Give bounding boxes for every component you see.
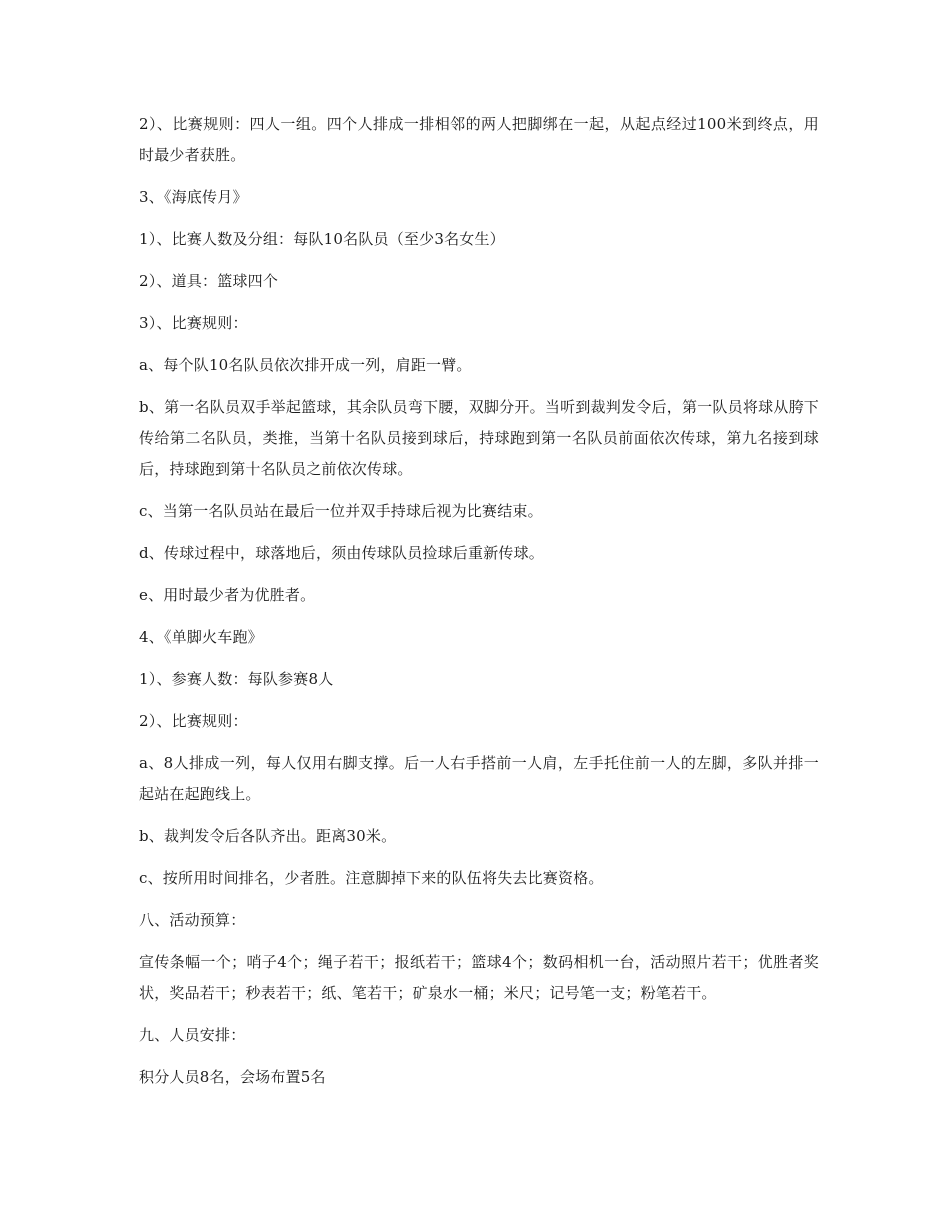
section-heading: 九、人员安排： [139, 1026, 246, 1044]
rule-item: c、按所用时间排名，少者胜。注意脚掉下来的队伍将失去比赛资格。 [139, 869, 604, 887]
rule-item: c、当第一名队员站在最后一位并双手持球后视为比赛结束。 [139, 502, 543, 520]
section-heading: 八、活动预算： [139, 911, 246, 929]
rule-paragraph: 2）、比赛规则：四人一组。四个人排成一排相邻的两人把脚绑在一起，从起点经过100米到终点，用时最少者获胜。 [139, 115, 819, 164]
rule-item: d、传球过程中，球落地后，须由传球队员捡球后重新传球。 [139, 544, 545, 562]
rule-item: e、用时最少者为优胜者。 [139, 586, 316, 604]
rule-item: a、8人排成一列，每人仅用右脚支撑。后一人右手搭前一人肩，左手托住前一人的左脚，多队并排一起站在起跑线上。 [139, 754, 819, 803]
list-item: 2）、比赛规则： [139, 712, 248, 730]
staffing-paragraph: 积分人员8名，会场布置5名 [139, 1068, 326, 1086]
rule-item: b、裁判发令后各队齐出。距离30米。 [139, 827, 397, 845]
document-body [139, 109, 819, 1104]
list-item: 3）、比赛规则： [139, 314, 248, 332]
section-heading: 3、《海底传月》 [139, 188, 248, 206]
section-heading: 4、《单脚火车跑》 [139, 628, 263, 646]
rule-item: a、每个队10名队员依次排开成一列，肩距一臂。 [139, 356, 472, 374]
list-item: 1）、比赛人数及分组：每队10名队员（至少3名女生） [139, 230, 505, 248]
rule-item: b、第一名队员双手举起篮球，其余队员弯下腰，双脚分开。当听到裁判发令后，第一队员将球从胯下传给第二名队员，类推，当第十名队员接到球后，持球跑到第一名队员前面依次传球，第九名接到球后，持球跑到第十名队员之前依次传球。 [139, 398, 819, 478]
list-item: 2）、道具：篮球四个 [139, 272, 279, 290]
list-item: 1）、参赛人数：每队参赛8人 [139, 670, 334, 688]
budget-paragraph: 宣传条幅一个；哨子4个；绳子若干；报纸若干；篮球4个；数码相机一台，活动照片若干；优胜者奖状，奖品若干；秒表若干；纸、笔若干；矿泉水一桶；米尺；记号笔一支；粉笔若干。 [139, 953, 819, 1002]
